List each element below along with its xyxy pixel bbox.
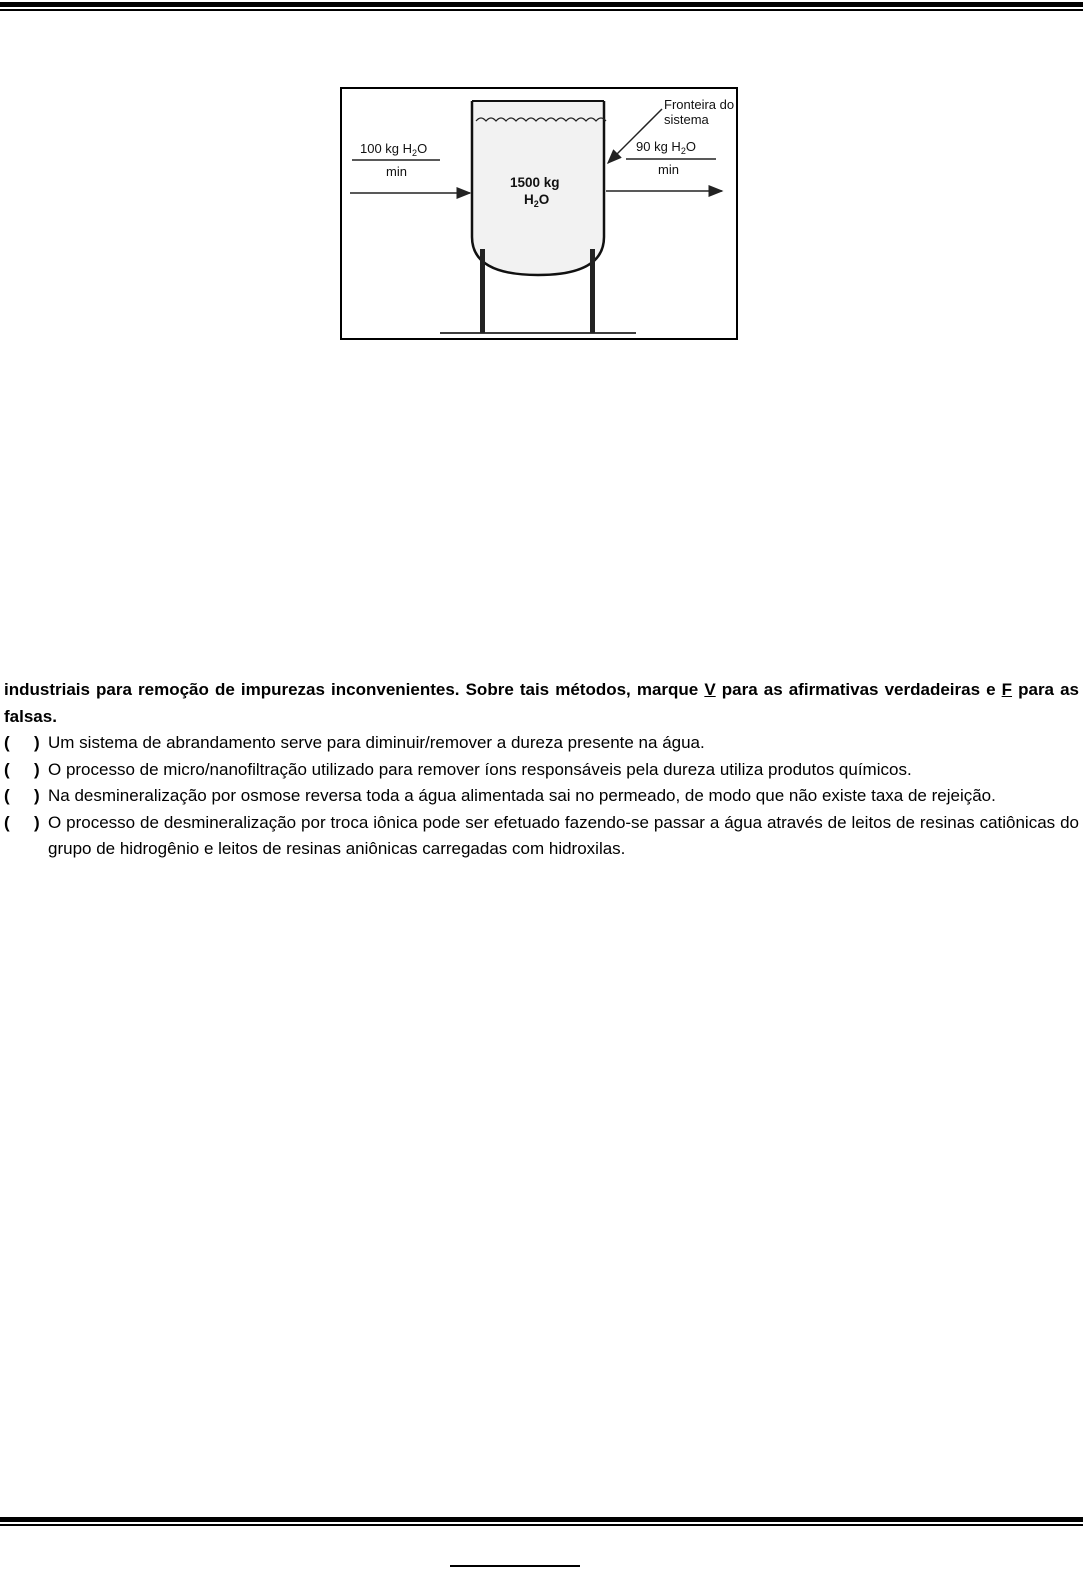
inlet-label-top: 100 kg $H_2O$	[360, 141, 428, 158]
boundary-arrow	[608, 109, 662, 163]
boundary-label-line2: sistema	[664, 112, 709, 127]
answer-blank-close[interactable]: )	[34, 733, 40, 752]
footer-rule-thin	[0, 1524, 1083, 1526]
true-marker: V	[704, 680, 716, 699]
question-intro: industriais para remoção de impurezas inconvenientes. Sobre tais métodos, marque V para as afirmativas verdadeiras e F para as falsas.	[4, 680, 1079, 726]
statement-item-2	[4, 757, 1079, 784]
answer-blank-open[interactable]: (	[4, 786, 10, 805]
footer-short-line	[450, 1565, 580, 1567]
answer-blank-open[interactable]: (	[4, 733, 10, 752]
tank-label-substance: $H_2O$	[524, 192, 550, 209]
tank-leg-right	[590, 249, 595, 333]
question-block	[4, 677, 1079, 863]
statement-text: Na desmineralização por osmose reversa toda a água alimentada sai no permeado, de modo que não existe taxa de rejeição.	[48, 786, 996, 805]
inlet-label-bottom: min	[386, 164, 407, 179]
answer-blank-open[interactable]: (	[4, 812, 10, 832]
header-rule-thick	[0, 2, 1083, 7]
tank-diagram-svg	[342, 89, 738, 340]
outlet-label-top: 90 kg $H_2O$	[636, 139, 696, 156]
statement-item-1	[4, 730, 1079, 757]
statement-item-3	[4, 783, 1079, 810]
outlet-label-bottom: min	[658, 162, 679, 177]
false-marker: F	[1001, 680, 1013, 699]
tank-diagram	[340, 87, 738, 340]
footer-rule-thick	[0, 1517, 1083, 1522]
statement-text: O processo de micro/nanofiltração utilizado para remover íons responsáveis pela dureza utiliza produtos químicos.	[48, 759, 912, 779]
answer-blank-close[interactable]: )	[34, 759, 40, 779]
tank-leg-left	[480, 249, 485, 333]
statement-text: O processo de desmineralização por troca iônica pode ser efetuado fazendo-se passar a água através de leitos de resinas catiônicas do grupo de hidrogênio e leitos de resinas aniônicas carregadas com hidroxilas.	[48, 812, 1079, 858]
statement-item-4	[4, 810, 1079, 863]
answer-blank-close[interactable]: )	[34, 812, 40, 832]
header-rule-thin	[0, 9, 1083, 11]
statement-text: Um sistema de abrandamento serve para diminuir/remover a dureza presente na água.	[48, 733, 705, 752]
answer-blank-open[interactable]: (	[4, 759, 10, 779]
answer-blank-close[interactable]: )	[34, 786, 40, 805]
tank-label-mass: 1500 kg	[510, 175, 560, 190]
boundary-label-line1: Fronteira do	[664, 97, 735, 112]
